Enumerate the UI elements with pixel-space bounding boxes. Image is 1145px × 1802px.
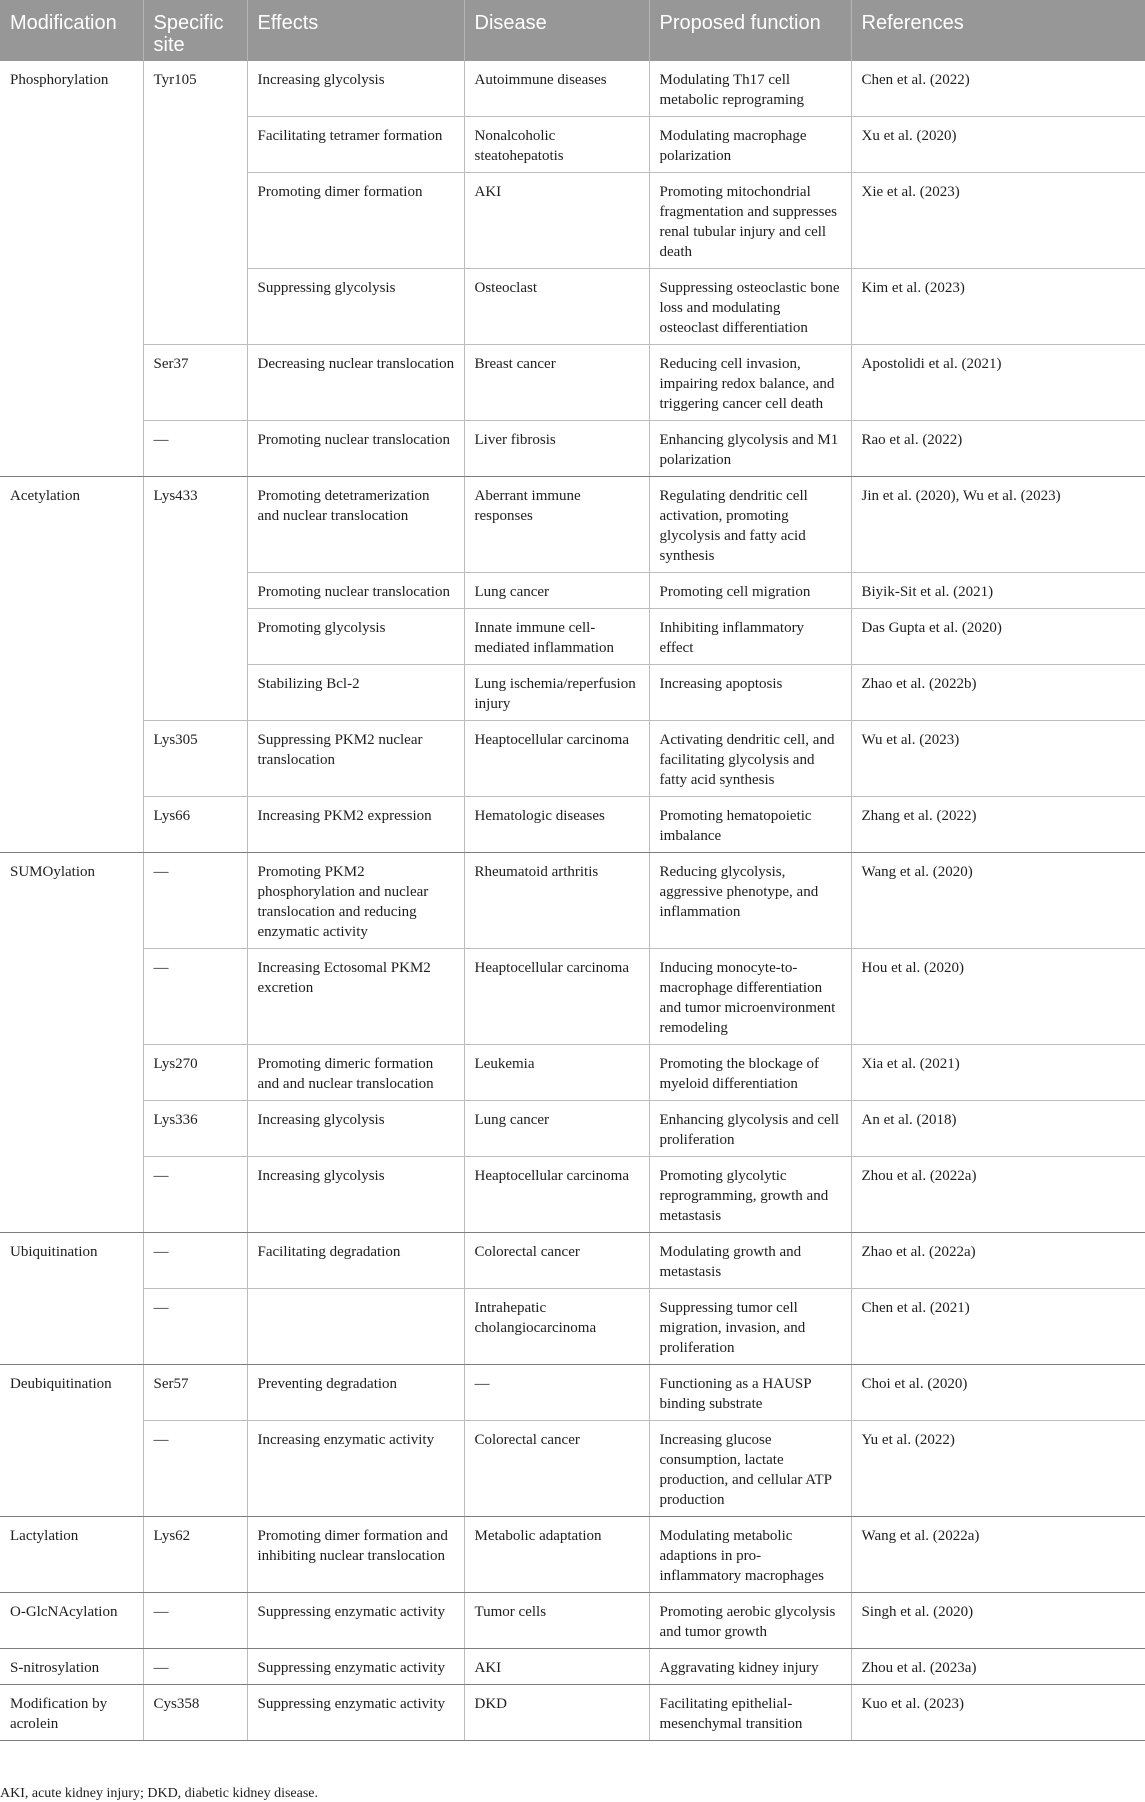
disease-cell: Aberrant immune responses bbox=[464, 477, 649, 573]
effects-cell: Promoting nuclear translocation bbox=[247, 421, 464, 477]
table-footnote: AKI, acute kidney injury; DKD, diabetic kidney disease. bbox=[0, 1786, 319, 1801]
site-cell: — bbox=[143, 853, 247, 949]
reference-cell: Jin et al. (2020), Wu et al. (2023) bbox=[851, 477, 1145, 573]
disease-cell: Intrahepatic cholangiocarcinoma bbox=[464, 1289, 649, 1365]
modification-cell: O-GlcNAcylation bbox=[0, 1593, 143, 1649]
function-cell: Inducing monocyte-to-macrophage differentiation and tumor microenvironment remodeling bbox=[649, 949, 851, 1045]
table-row bbox=[0, 61, 1145, 117]
disease-cell: Nonalcoholic steatohepatotis bbox=[464, 117, 649, 173]
reference-cell: Yu et al. (2022) bbox=[851, 1421, 1145, 1517]
site-cell: — bbox=[143, 421, 247, 477]
site-cell: — bbox=[143, 949, 247, 1045]
function-cell: Promoting the blockage of myeloid differentiation bbox=[649, 1045, 851, 1101]
modification-cell: Phosphorylation bbox=[0, 61, 143, 477]
function-cell: Increasing glucose consumption, lactate production, and cellular ATP production bbox=[649, 1421, 851, 1517]
header-references: References bbox=[851, 0, 1145, 61]
disease-cell: Heaptocellular carcinoma bbox=[464, 721, 649, 797]
effects-cell: Preventing degradation bbox=[247, 1365, 464, 1421]
table-row bbox=[0, 1421, 1145, 1517]
effects-cell: Suppressing enzymatic activity bbox=[247, 1593, 464, 1649]
function-cell: Facilitating epithelial-mesenchymal transition bbox=[649, 1685, 851, 1741]
effects-cell: Decreasing nuclear translocation bbox=[247, 345, 464, 421]
reference-cell: Xu et al. (2020) bbox=[851, 117, 1145, 173]
header-row bbox=[0, 0, 1145, 61]
effects-cell: Promoting dimer formation and inhibiting nuclear translocation bbox=[247, 1517, 464, 1593]
site-cell: Lys66 bbox=[143, 797, 247, 853]
function-cell: Inhibiting inflammatory effect bbox=[649, 609, 851, 665]
effects-cell: Suppressing PKM2 nuclear translocation bbox=[247, 721, 464, 797]
function-cell: Enhancing glycolysis and cell proliferation bbox=[649, 1101, 851, 1157]
effects-cell: Promoting PKM2 phosphorylation and nuclear translocation and reducing enzymatic activity bbox=[247, 853, 464, 949]
function-cell: Reducing cell invasion, impairing redox balance, and triggering cancer cell death bbox=[649, 345, 851, 421]
modification-cell: Deubiquitination bbox=[0, 1365, 143, 1517]
function-cell: Aggravating kidney injury bbox=[649, 1649, 851, 1685]
function-cell: Modulating growth and metastasis bbox=[649, 1233, 851, 1289]
reference-cell: Zhao et al. (2022a) bbox=[851, 1233, 1145, 1289]
table-row bbox=[0, 1045, 1145, 1101]
disease-cell: Heaptocellular carcinoma bbox=[464, 1157, 649, 1233]
reference-cell: Wang et al. (2022a) bbox=[851, 1517, 1145, 1593]
disease-cell: Hematologic diseases bbox=[464, 797, 649, 853]
effects-cell: Suppressing glycolysis bbox=[247, 269, 464, 345]
reference-cell: Biyik-Sit et al. (2021) bbox=[851, 573, 1145, 609]
table-row bbox=[0, 797, 1145, 853]
reference-cell: Kim et al. (2023) bbox=[851, 269, 1145, 345]
modification-cell: SUMOylation bbox=[0, 853, 143, 1233]
table-row bbox=[0, 1685, 1145, 1741]
function-cell: Modulating Th17 cell metabolic reprograming bbox=[649, 61, 851, 117]
effects-cell: Promoting nuclear translocation bbox=[247, 573, 464, 609]
disease-cell: DKD bbox=[464, 1685, 649, 1741]
effects-cell: Promoting dimeric formation and and nuclear translocation bbox=[247, 1045, 464, 1101]
effects-cell: Increasing glycolysis bbox=[247, 1101, 464, 1157]
site-cell: Ser57 bbox=[143, 1365, 247, 1421]
effects-cell: Suppressing enzymatic activity bbox=[247, 1685, 464, 1741]
table-row bbox=[0, 421, 1145, 477]
table-row bbox=[0, 1101, 1145, 1157]
effects-cell: Increasing enzymatic activity bbox=[247, 1421, 464, 1517]
site-cell: Lys62 bbox=[143, 1517, 247, 1593]
table-body bbox=[0, 61, 1145, 1741]
effects-cell: Increasing glycolysis bbox=[247, 1157, 464, 1233]
effects-cell: Stabilizing Bcl-2 bbox=[247, 665, 464, 721]
disease-cell: Liver fibrosis bbox=[464, 421, 649, 477]
table-row bbox=[0, 1289, 1145, 1365]
reference-cell: Zhou et al. (2023a) bbox=[851, 1649, 1145, 1685]
function-cell: Functioning as a HAUSP binding substrate bbox=[649, 1365, 851, 1421]
site-cell: Lys433 bbox=[143, 477, 247, 721]
disease-cell: — bbox=[464, 1365, 649, 1421]
disease-cell: AKI bbox=[464, 173, 649, 269]
table-row bbox=[0, 1593, 1145, 1649]
table-row bbox=[0, 345, 1145, 421]
reference-cell: Wu et al. (2023) bbox=[851, 721, 1145, 797]
reference-cell: Zhao et al. (2022b) bbox=[851, 665, 1145, 721]
reference-cell: Das Gupta et al. (2020) bbox=[851, 609, 1145, 665]
effects-cell: Increasing PKM2 expression bbox=[247, 797, 464, 853]
disease-cell: Lung ischemia/reperfusion injury bbox=[464, 665, 649, 721]
site-cell: — bbox=[143, 1157, 247, 1233]
effects-cell: Facilitating degradation bbox=[247, 1233, 464, 1289]
function-cell: Activating dendritic cell, and facilitating glycolysis and fatty acid synthesis bbox=[649, 721, 851, 797]
site-cell: Tyr105 bbox=[143, 61, 247, 345]
table-row bbox=[0, 1365, 1145, 1421]
table-row bbox=[0, 853, 1145, 949]
reference-cell: Xia et al. (2021) bbox=[851, 1045, 1145, 1101]
function-cell: Suppressing osteoclastic bone loss and modulating osteoclast differentiation bbox=[649, 269, 851, 345]
reference-cell: Choi et al. (2020) bbox=[851, 1365, 1145, 1421]
disease-cell: Lung cancer bbox=[464, 573, 649, 609]
table-row bbox=[0, 721, 1145, 797]
function-cell: Increasing apoptosis bbox=[649, 665, 851, 721]
function-cell: Promoting glycolytic reprogramming, growth and metastasis bbox=[649, 1157, 851, 1233]
site-cell: — bbox=[143, 1421, 247, 1517]
modification-cell: Acetylation bbox=[0, 477, 143, 853]
disease-cell: Rheumatoid arthritis bbox=[464, 853, 649, 949]
reference-cell: Apostolidi et al. (2021) bbox=[851, 345, 1145, 421]
function-cell: Reducing glycolysis, aggressive phenotype, and inflammation bbox=[649, 853, 851, 949]
function-cell: Modulating macrophage polarization bbox=[649, 117, 851, 173]
disease-cell: Osteoclast bbox=[464, 269, 649, 345]
table-row bbox=[0, 1649, 1145, 1685]
effects-cell bbox=[247, 1289, 464, 1365]
disease-cell: Heaptocellular carcinoma bbox=[464, 949, 649, 1045]
reference-cell: Chen et al. (2022) bbox=[851, 61, 1145, 117]
reference-cell: An et al. (2018) bbox=[851, 1101, 1145, 1157]
disease-cell: Tumor cells bbox=[464, 1593, 649, 1649]
table-row bbox=[0, 949, 1145, 1045]
function-cell: Promoting cell migration bbox=[649, 573, 851, 609]
disease-cell: Leukemia bbox=[464, 1045, 649, 1101]
function-cell: Promoting aerobic glycolysis and tumor growth bbox=[649, 1593, 851, 1649]
effects-cell: Promoting dimer formation bbox=[247, 173, 464, 269]
modification-cell: Ubiquitination bbox=[0, 1233, 143, 1365]
reference-cell: Xie et al. (2023) bbox=[851, 173, 1145, 269]
table-row bbox=[0, 1517, 1145, 1593]
reference-cell: Singh et al. (2020) bbox=[851, 1593, 1145, 1649]
site-cell: — bbox=[143, 1289, 247, 1365]
site-cell: — bbox=[143, 1649, 247, 1685]
header-effects: Effects bbox=[247, 0, 464, 61]
reference-cell: Zhou et al. (2022a) bbox=[851, 1157, 1145, 1233]
function-cell: Enhancing glycolysis and M1 polarization bbox=[649, 421, 851, 477]
header-disease: Disease bbox=[464, 0, 649, 61]
site-cell: Lys305 bbox=[143, 721, 247, 797]
effects-cell: Suppressing enzymatic activity bbox=[247, 1649, 464, 1685]
disease-cell: Colorectal cancer bbox=[464, 1233, 649, 1289]
reference-cell: Kuo et al. (2023) bbox=[851, 1685, 1145, 1741]
header-modification: Modification bbox=[0, 0, 143, 61]
disease-cell: Innate immune cell-mediated inflammation bbox=[464, 609, 649, 665]
table-row bbox=[0, 1157, 1145, 1233]
function-cell: Regulating dendritic cell activation, promoting glycolysis and fatty acid synthesis bbox=[649, 477, 851, 573]
site-cell: Lys270 bbox=[143, 1045, 247, 1101]
reference-cell: Rao et al. (2022) bbox=[851, 421, 1145, 477]
header-proposed-function: Proposed function bbox=[649, 0, 851, 61]
disease-cell: Lung cancer bbox=[464, 1101, 649, 1157]
site-cell: — bbox=[143, 1593, 247, 1649]
function-cell: Suppressing tumor cell migration, invasion, and proliferation bbox=[649, 1289, 851, 1365]
disease-cell: Colorectal cancer bbox=[464, 1421, 649, 1517]
modification-cell: S-nitrosylation bbox=[0, 1649, 143, 1685]
reference-cell: Hou et al. (2020) bbox=[851, 949, 1145, 1045]
site-cell: — bbox=[143, 1233, 247, 1289]
effects-cell: Promoting detetramerization and nuclear translocation bbox=[247, 477, 464, 573]
function-cell: Promoting mitochondrial fragmentation and suppresses renal tubular injury and cell death bbox=[649, 173, 851, 269]
function-cell: Promoting hematopoietic imbalance bbox=[649, 797, 851, 853]
table-row bbox=[0, 1233, 1145, 1289]
disease-cell: Metabolic adaptation bbox=[464, 1517, 649, 1593]
effects-cell: Increasing Ectosomal PKM2 excretion bbox=[247, 949, 464, 1045]
site-cell: Cys358 bbox=[143, 1685, 247, 1741]
function-cell: Modulating metabolic adaptions in pro-inflammatory macrophages bbox=[649, 1517, 851, 1593]
header-specific-site: Specific site bbox=[143, 0, 247, 61]
disease-cell: Autoimmune diseases bbox=[464, 61, 649, 117]
modification-cell: Lactylation bbox=[0, 1517, 143, 1593]
disease-cell: Breast cancer bbox=[464, 345, 649, 421]
reference-cell: Wang et al. (2020) bbox=[851, 853, 1145, 949]
site-cell: Lys336 bbox=[143, 1101, 247, 1157]
site-cell: Ser37 bbox=[143, 345, 247, 421]
modification-cell: Modification by acrolein bbox=[0, 1685, 143, 1741]
disease-cell: AKI bbox=[464, 1649, 649, 1685]
effects-cell: Promoting glycolysis bbox=[247, 609, 464, 665]
effects-cell: Facilitating tetramer formation bbox=[247, 117, 464, 173]
reference-cell: Chen et al. (2021) bbox=[851, 1289, 1145, 1365]
table-row bbox=[0, 477, 1145, 573]
effects-cell: Increasing glycolysis bbox=[247, 61, 464, 117]
reference-cell: Zhang et al. (2022) bbox=[851, 797, 1145, 853]
